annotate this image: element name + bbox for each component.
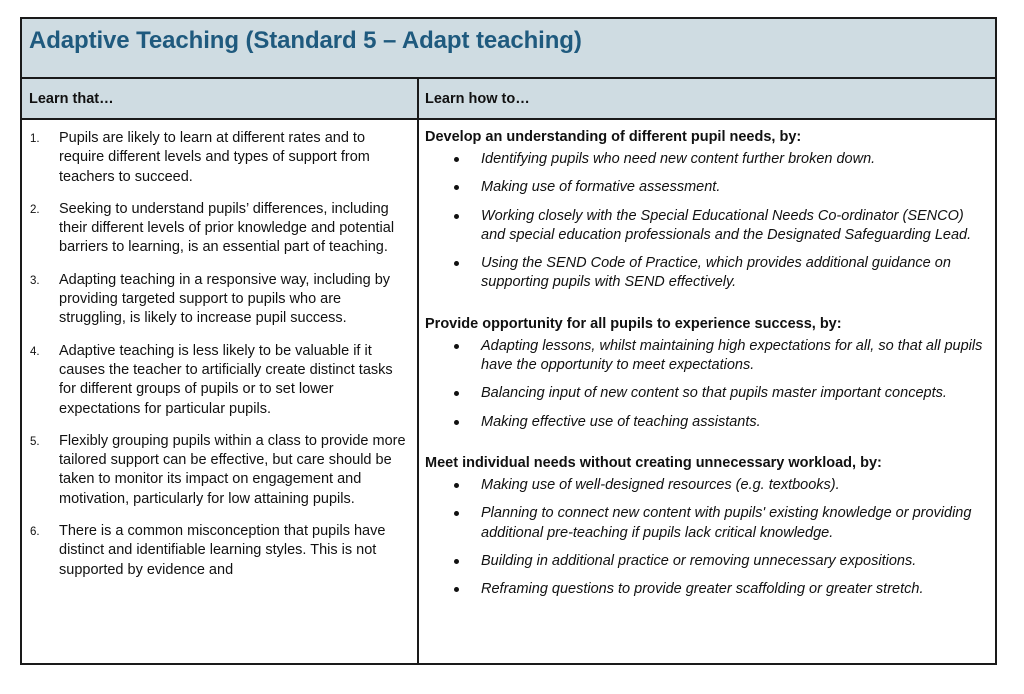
bullet-icon bbox=[454, 391, 459, 396]
item-text: Flexibly grouping pupils within a class to provide more tailored support can be effective, but care should be taken to monitor its impact on engagement and motivation, particularly for low attaining pupils. bbox=[59, 432, 406, 507]
bullet-item bbox=[425, 384, 995, 403]
bullet-text: Making use of formative assessment. bbox=[481, 179, 721, 196]
list-item bbox=[22, 432, 417, 509]
item-text: Pupils are likely to learn at different rates and to require different levels and types of support from teachers to succeed. bbox=[59, 130, 370, 185]
bullet-item bbox=[425, 254, 995, 293]
bullet-item bbox=[425, 207, 995, 246]
learn-that-column bbox=[22, 120, 417, 663]
section-heading: Provide opportunity for all pupils to experience success, by: bbox=[425, 315, 842, 332]
bullet-icon bbox=[454, 214, 459, 219]
section-pupil-needs bbox=[419, 120, 995, 293]
bullet-text: Using the SEND Code of Practice, which provides additional guidance on supporting pupils with SEND effectively. bbox=[481, 255, 951, 291]
list-item bbox=[22, 200, 417, 258]
section-experience-success bbox=[419, 315, 995, 432]
bullet-item bbox=[425, 504, 995, 543]
item-number: 5. bbox=[30, 435, 40, 448]
bullet-item bbox=[425, 150, 995, 169]
bullet-text: Building in additional practice or removing unnecessary expositions. bbox=[481, 552, 917, 569]
bullet-item bbox=[425, 413, 995, 432]
learn-that-list bbox=[22, 120, 417, 580]
item-number: 6. bbox=[30, 526, 40, 539]
bullet-text: Identifying pupils who need new content further broken down. bbox=[481, 151, 876, 167]
learn-how-to-column bbox=[419, 120, 995, 663]
column-header-learn-how-to: Learn how to… bbox=[425, 91, 530, 107]
item-number: 3. bbox=[30, 274, 40, 287]
bullet-icon bbox=[454, 559, 459, 564]
bullet-item bbox=[425, 580, 995, 599]
item-text: There is a common misconception that pupils have distinct and identifiable learning styles. This is not supported by evidence and bbox=[59, 523, 386, 578]
section-heading: Develop an understanding of different pupil needs, by: bbox=[425, 129, 802, 145]
bullet-icon bbox=[454, 511, 459, 516]
bullet-item bbox=[425, 178, 995, 197]
title-row bbox=[22, 19, 995, 79]
item-number: 1. bbox=[30, 133, 40, 145]
bullet-item bbox=[425, 476, 995, 495]
column-header-learn-that: Learn that… bbox=[29, 91, 114, 107]
bullet-icon bbox=[454, 587, 459, 592]
bullet-icon bbox=[454, 483, 459, 488]
page-title: Adaptive Teaching (Standard 5 – Adapt teaching) bbox=[29, 27, 582, 54]
item-text: Adaptive teaching is less likely to be valuable if it causes the teacher to artificially create distinct tasks for different groups of pupils or to set lower expectations for particular pupils. bbox=[59, 342, 393, 417]
section-individual-needs bbox=[419, 454, 995, 599]
bullet-icon bbox=[454, 185, 459, 190]
bullet-text: Reframing questions to provide greater scaffolding or greater stretch. bbox=[481, 581, 924, 598]
bullet-icon bbox=[454, 344, 459, 349]
bullet-icon bbox=[454, 420, 459, 425]
bullet-text: Making use of well-designed resources (e.g. textbooks). bbox=[481, 476, 840, 493]
bullet-text: Balancing input of new content so that pupils master important concepts. bbox=[481, 385, 947, 402]
item-number: 4. bbox=[30, 345, 40, 358]
bullet-icon bbox=[454, 157, 459, 162]
bullet-text: Making effective use of teaching assistants. bbox=[481, 413, 761, 430]
section-heading: Meet individual needs without creating unnecessary workload, by: bbox=[425, 454, 882, 471]
bullet-text: Working closely with the Special Educational Needs Co-ordinator (SENCO) and special education professionals and the Designated Safeguarding Lead. bbox=[481, 207, 972, 243]
list-item bbox=[22, 129, 417, 187]
list-item bbox=[22, 342, 417, 419]
bullet-text: Planning to connect new content with pupils' existing knowledge or providing additional pre-teaching if pupils lack critical knowledge. bbox=[481, 505, 972, 541]
list-item bbox=[22, 271, 417, 329]
list-item bbox=[22, 522, 417, 580]
item-number: 2. bbox=[30, 203, 40, 216]
bullet-text: Adapting lessons, whilst maintaining high expectations for all, so that all pupils have the opportunity to meet expectations. bbox=[481, 337, 983, 374]
standards-table bbox=[20, 17, 997, 665]
bullet-icon bbox=[454, 261, 459, 266]
item-text: Seeking to understand pupils’ differences, including their different levels of prior knowledge and potential barriers to learning, is an essential part of teaching. bbox=[59, 200, 395, 256]
column-header-row bbox=[22, 79, 995, 120]
bullet-item bbox=[425, 552, 995, 571]
bullet-item bbox=[425, 337, 995, 376]
item-text: Adapting teaching in a responsive way, including by providing targeted support to pupils who are struggling, is likely to increase pupil success. bbox=[59, 271, 391, 327]
